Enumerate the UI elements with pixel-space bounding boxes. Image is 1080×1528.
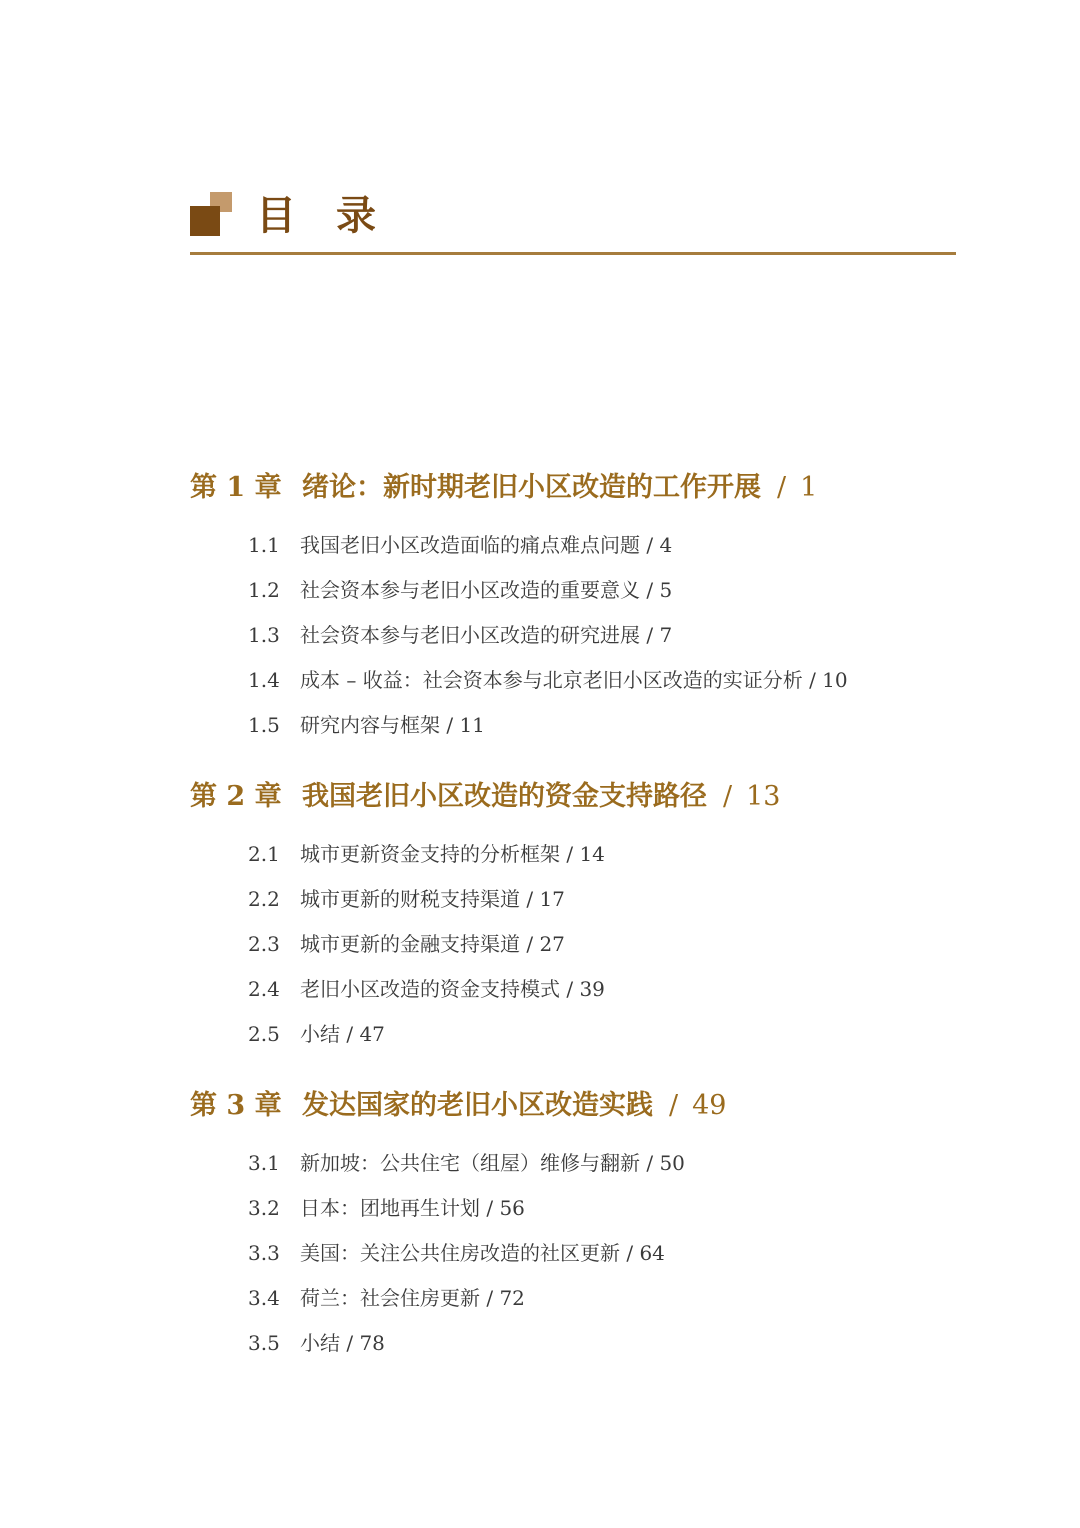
chapter-title-text: 我国老旧小区改造的资金支持路径 xyxy=(302,781,707,812)
section-list xyxy=(190,832,970,1057)
section-item[interactable] xyxy=(190,832,970,877)
section-list xyxy=(190,523,970,748)
section-number: 2.5 xyxy=(248,1022,280,1046)
heading-square-icon xyxy=(190,192,232,234)
section-title: 城市更新的金融支持渠道 / 27 xyxy=(300,932,565,956)
section-number: 3.5 xyxy=(248,1331,280,1355)
chapter-title-text: 发达国家的老旧小区改造实践 xyxy=(302,1090,653,1121)
section-item[interactable] xyxy=(190,703,970,748)
section-number: 1.2 xyxy=(248,578,280,602)
section-title: 小结 / 78 xyxy=(300,1331,385,1355)
section-item[interactable] xyxy=(190,568,970,613)
section-item[interactable] xyxy=(190,1141,970,1186)
section-number: 1.5 xyxy=(248,713,280,737)
section-item[interactable] xyxy=(190,658,970,703)
section-title: 研究内容与框架 / 11 xyxy=(300,713,485,737)
section-title: 老旧小区改造的资金支持模式 / 39 xyxy=(300,977,605,1001)
section-title: 城市更新资金支持的分析框架 / 14 xyxy=(300,842,605,866)
section-list xyxy=(190,1141,970,1366)
section-number: 1.4 xyxy=(248,668,280,692)
section-item[interactable] xyxy=(190,967,970,1012)
section-number: 3.1 xyxy=(248,1151,280,1175)
section-item[interactable] xyxy=(190,1012,970,1057)
section-title: 荷兰：社会住房更新 / 72 xyxy=(300,1286,525,1310)
chapter-page-number: 1 xyxy=(800,472,818,503)
section-title: 成本 – 收益：社会资本参与北京老旧小区改造的实证分析 / 10 xyxy=(300,668,848,692)
chapter-separator: / xyxy=(777,472,787,503)
section-item[interactable] xyxy=(190,1321,970,1366)
section-title: 城市更新的财税支持渠道 / 17 xyxy=(300,887,565,911)
chapter-number: 第 2 章 xyxy=(190,781,282,812)
section-number: 3.3 xyxy=(248,1241,280,1265)
section-item[interactable] xyxy=(190,877,970,922)
section-title: 社会资本参与老旧小区改造的重要意义 / 5 xyxy=(300,578,673,602)
section-item[interactable] xyxy=(190,1186,970,1231)
chapter-2-title[interactable] xyxy=(190,775,970,819)
table-of-contents xyxy=(190,466,970,1366)
section-number: 1.1 xyxy=(248,533,280,557)
chapter-3 xyxy=(190,1084,970,1366)
section-item[interactable] xyxy=(190,1276,970,1321)
toc-heading xyxy=(190,186,956,258)
chapter-title-text: 绪论：新时期老旧小区改造的工作开展 xyxy=(302,472,761,503)
section-number: 1.3 xyxy=(248,623,280,647)
heading-divider xyxy=(190,252,956,255)
section-title: 社会资本参与老旧小区改造的研究进展 / 7 xyxy=(300,623,673,647)
chapter-number: 第 3 章 xyxy=(190,1090,282,1121)
chapter-1-title[interactable] xyxy=(190,466,970,510)
chapter-3-title[interactable] xyxy=(190,1084,970,1128)
section-title: 日本：团地再生计划 / 56 xyxy=(300,1196,525,1220)
chapter-number: 第 1 章 xyxy=(190,472,282,503)
section-item[interactable] xyxy=(190,1231,970,1276)
chapter-separator: / xyxy=(669,1090,679,1121)
chapter-1 xyxy=(190,466,970,748)
chapter-2 xyxy=(190,775,970,1057)
section-number: 2.1 xyxy=(248,842,280,866)
chapter-page-number: 49 xyxy=(692,1090,727,1121)
section-item[interactable] xyxy=(190,613,970,658)
section-number: 3.4 xyxy=(248,1286,280,1310)
chapter-page-number: 13 xyxy=(746,781,781,812)
section-number: 2.2 xyxy=(248,887,280,911)
section-item[interactable] xyxy=(190,523,970,568)
section-title: 美国：关注公共住房改造的社区更新 / 64 xyxy=(300,1241,665,1265)
page-title: 目录 xyxy=(256,192,416,239)
chapter-separator: / xyxy=(723,781,733,812)
heading-square-large xyxy=(190,206,220,236)
section-title: 小结 / 47 xyxy=(300,1022,385,1046)
section-title: 新加坡：公共住宅（组屋）维修与翻新 / 50 xyxy=(300,1151,685,1175)
section-number: 3.2 xyxy=(248,1196,280,1220)
section-item[interactable] xyxy=(190,922,970,967)
section-title: 我国老旧小区改造面临的痛点难点问题 / 4 xyxy=(300,533,673,557)
section-number: 2.4 xyxy=(248,977,280,1001)
section-number: 2.3 xyxy=(248,932,280,956)
